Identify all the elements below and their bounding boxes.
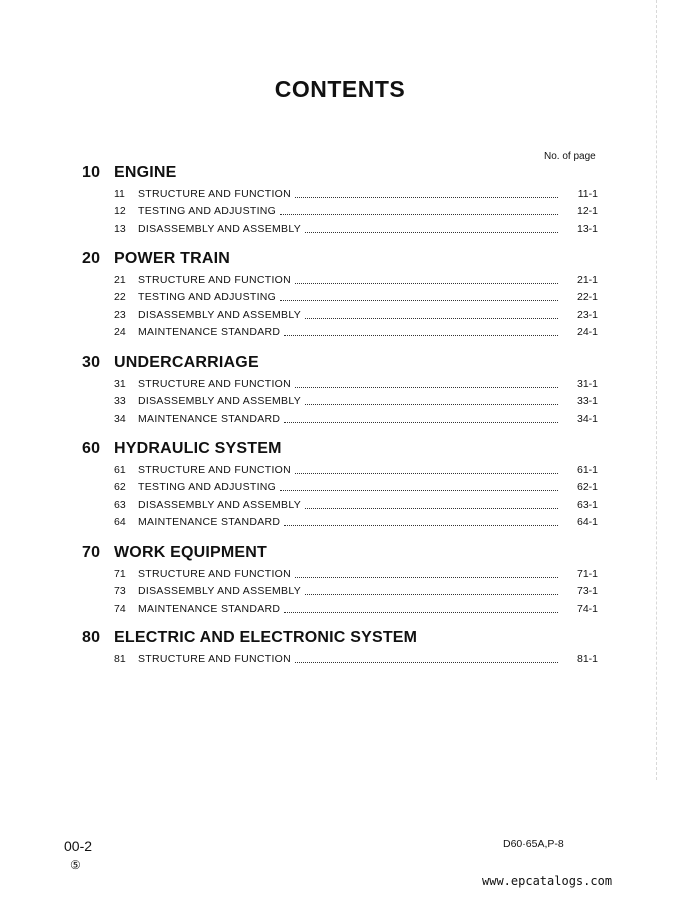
- section-heading[interactable]: [82, 544, 267, 562]
- toc-entry[interactable]: [114, 323, 598, 338]
- footer-model: D60·65A,P-8: [503, 838, 564, 850]
- dot-leader: [305, 231, 558, 233]
- entry-number: 12: [114, 205, 126, 217]
- dot-leader: [284, 611, 558, 613]
- entry-page-number: 62-1: [576, 481, 598, 493]
- entry-label: DISASSEMBLY AND ASSEMBLY: [138, 499, 302, 511]
- watermark-url[interactable]: www.epcatalogs.com: [482, 874, 613, 888]
- toc-entry[interactable]: [114, 306, 598, 321]
- section-heading[interactable]: [82, 440, 282, 458]
- section-heading[interactable]: [82, 164, 177, 182]
- entry-page-number: 24-1: [576, 326, 598, 338]
- entry-label: TESTING AND ADJUSTING: [138, 481, 277, 493]
- entry-label: MAINTENANCE STANDARD: [138, 413, 281, 425]
- dot-leader: [295, 576, 558, 578]
- entry-page-number: 81-1: [576, 653, 598, 665]
- toc-entry[interactable]: [114, 565, 598, 580]
- toc-entry[interactable]: [114, 513, 598, 528]
- dot-leader: [295, 282, 558, 284]
- entry-page-number: 71-1: [576, 568, 598, 580]
- section-number: 60: [82, 440, 101, 457]
- dot-leader: [305, 593, 558, 595]
- toc-entry[interactable]: [114, 271, 598, 286]
- section-number: 70: [82, 544, 101, 561]
- dot-leader: [295, 196, 558, 198]
- section-title: ENGINE: [114, 164, 177, 181]
- toc-entry[interactable]: [114, 410, 598, 425]
- toc-entry[interactable]: [114, 375, 598, 390]
- section-number: 80: [82, 629, 101, 646]
- toc-entry[interactable]: [114, 582, 598, 597]
- toc-entry[interactable]: [114, 202, 598, 217]
- section-heading[interactable]: [82, 250, 230, 268]
- entry-label: STRUCTURE AND FUNCTION: [138, 274, 292, 286]
- entry-label: MAINTENANCE STANDARD: [138, 326, 281, 338]
- entry-number: 33: [114, 395, 126, 407]
- entry-label: STRUCTURE AND FUNCTION: [138, 378, 292, 390]
- entry-number: 71: [114, 568, 126, 580]
- entry-label: DISASSEMBLY AND ASSEMBLY: [138, 395, 302, 407]
- entry-page-number: 73-1: [576, 585, 598, 597]
- entry-label: MAINTENANCE STANDARD: [138, 516, 281, 528]
- toc-entry[interactable]: [114, 496, 598, 511]
- entry-page-number: 13-1: [576, 223, 598, 235]
- entry-page-number: 31-1: [576, 378, 598, 390]
- entry-number: 31: [114, 378, 126, 390]
- entry-number: 23: [114, 309, 126, 321]
- entry-number: 21: [114, 274, 126, 286]
- dot-leader: [295, 661, 558, 663]
- dot-leader: [305, 403, 558, 405]
- entry-page-number: 33-1: [576, 395, 598, 407]
- entry-label: STRUCTURE AND FUNCTION: [138, 653, 292, 665]
- footer-page-number: 00-2: [64, 838, 93, 854]
- entry-number: 13: [114, 223, 126, 235]
- section-title: POWER TRAIN: [114, 250, 230, 267]
- entry-number: 34: [114, 413, 126, 425]
- entry-number: 11: [114, 188, 125, 200]
- section-number: 30: [82, 354, 101, 371]
- entry-number: 62: [114, 481, 126, 493]
- entry-number: 64: [114, 516, 126, 528]
- entry-label: TESTING AND ADJUSTING: [138, 205, 277, 217]
- section-number: 10: [82, 164, 101, 181]
- page-column-label: No. of page: [544, 151, 596, 162]
- dot-leader: [280, 489, 558, 491]
- dot-leader: [280, 213, 558, 215]
- entry-number: 73: [114, 585, 126, 597]
- dot-leader: [284, 334, 558, 336]
- toc-entry[interactable]: [114, 185, 598, 200]
- section-heading[interactable]: [82, 629, 417, 647]
- entry-label: TESTING AND ADJUSTING: [138, 291, 277, 303]
- entry-label: DISASSEMBLY AND ASSEMBLY: [138, 223, 302, 235]
- entry-page-number: 63-1: [576, 499, 598, 511]
- page-title: CONTENTS: [274, 76, 406, 102]
- toc-entry[interactable]: [114, 392, 598, 407]
- entry-page-number: 74-1: [576, 603, 598, 615]
- dot-leader: [284, 421, 558, 423]
- entry-label: STRUCTURE AND FUNCTION: [138, 568, 292, 580]
- entry-label: MAINTENANCE STANDARD: [138, 603, 281, 615]
- entry-page-number: 23-1: [576, 309, 598, 321]
- entry-page-number: 61-1: [576, 464, 598, 476]
- entry-number: 24: [114, 326, 126, 338]
- toc-entry[interactable]: [114, 288, 598, 303]
- dot-leader: [295, 386, 558, 388]
- entry-label: DISASSEMBLY AND ASSEMBLY: [138, 309, 302, 321]
- entry-page-number: 64-1: [576, 516, 598, 528]
- toc-entry[interactable]: [114, 220, 598, 235]
- entry-page-number: 34-1: [576, 413, 598, 425]
- dot-leader: [295, 472, 558, 474]
- toc-entry[interactable]: [114, 461, 598, 476]
- section-heading[interactable]: [82, 354, 259, 372]
- section-title: ELECTRIC AND ELECTRONIC SYSTEM: [114, 629, 418, 646]
- footer-revision-mark: ⑤: [70, 858, 81, 872]
- dot-leader: [280, 299, 558, 301]
- dot-leader: [305, 507, 558, 509]
- entry-number: 74: [114, 603, 126, 615]
- entry-label: DISASSEMBLY AND ASSEMBLY: [138, 585, 302, 597]
- section-title: UNDERCARRIAGE: [114, 354, 259, 371]
- toc-entry[interactable]: [114, 600, 598, 615]
- entry-number: 81: [114, 653, 126, 665]
- section-number: 20: [82, 250, 101, 267]
- section-title: WORK EQUIPMENT: [114, 544, 268, 561]
- section-title: HYDRAULIC SYSTEM: [114, 440, 282, 457]
- entry-page-number: 21-1: [576, 274, 598, 286]
- entry-page-number: 12-1: [576, 205, 598, 217]
- entry-page-number: 11-1: [577, 188, 598, 200]
- entry-number: 63: [114, 499, 126, 511]
- toc-entry[interactable]: [114, 478, 598, 493]
- entry-label: STRUCTURE AND FUNCTION: [138, 464, 292, 476]
- entry-number: 22: [114, 291, 126, 303]
- entry-page-number: 22-1: [576, 291, 598, 303]
- entry-label: STRUCTURE AND FUNCTION: [138, 188, 292, 200]
- page-edge-line: [656, 0, 657, 780]
- dot-leader: [284, 524, 558, 526]
- toc-entry[interactable]: [114, 650, 598, 665]
- dot-leader: [305, 317, 558, 319]
- entry-number: 61: [114, 464, 126, 476]
